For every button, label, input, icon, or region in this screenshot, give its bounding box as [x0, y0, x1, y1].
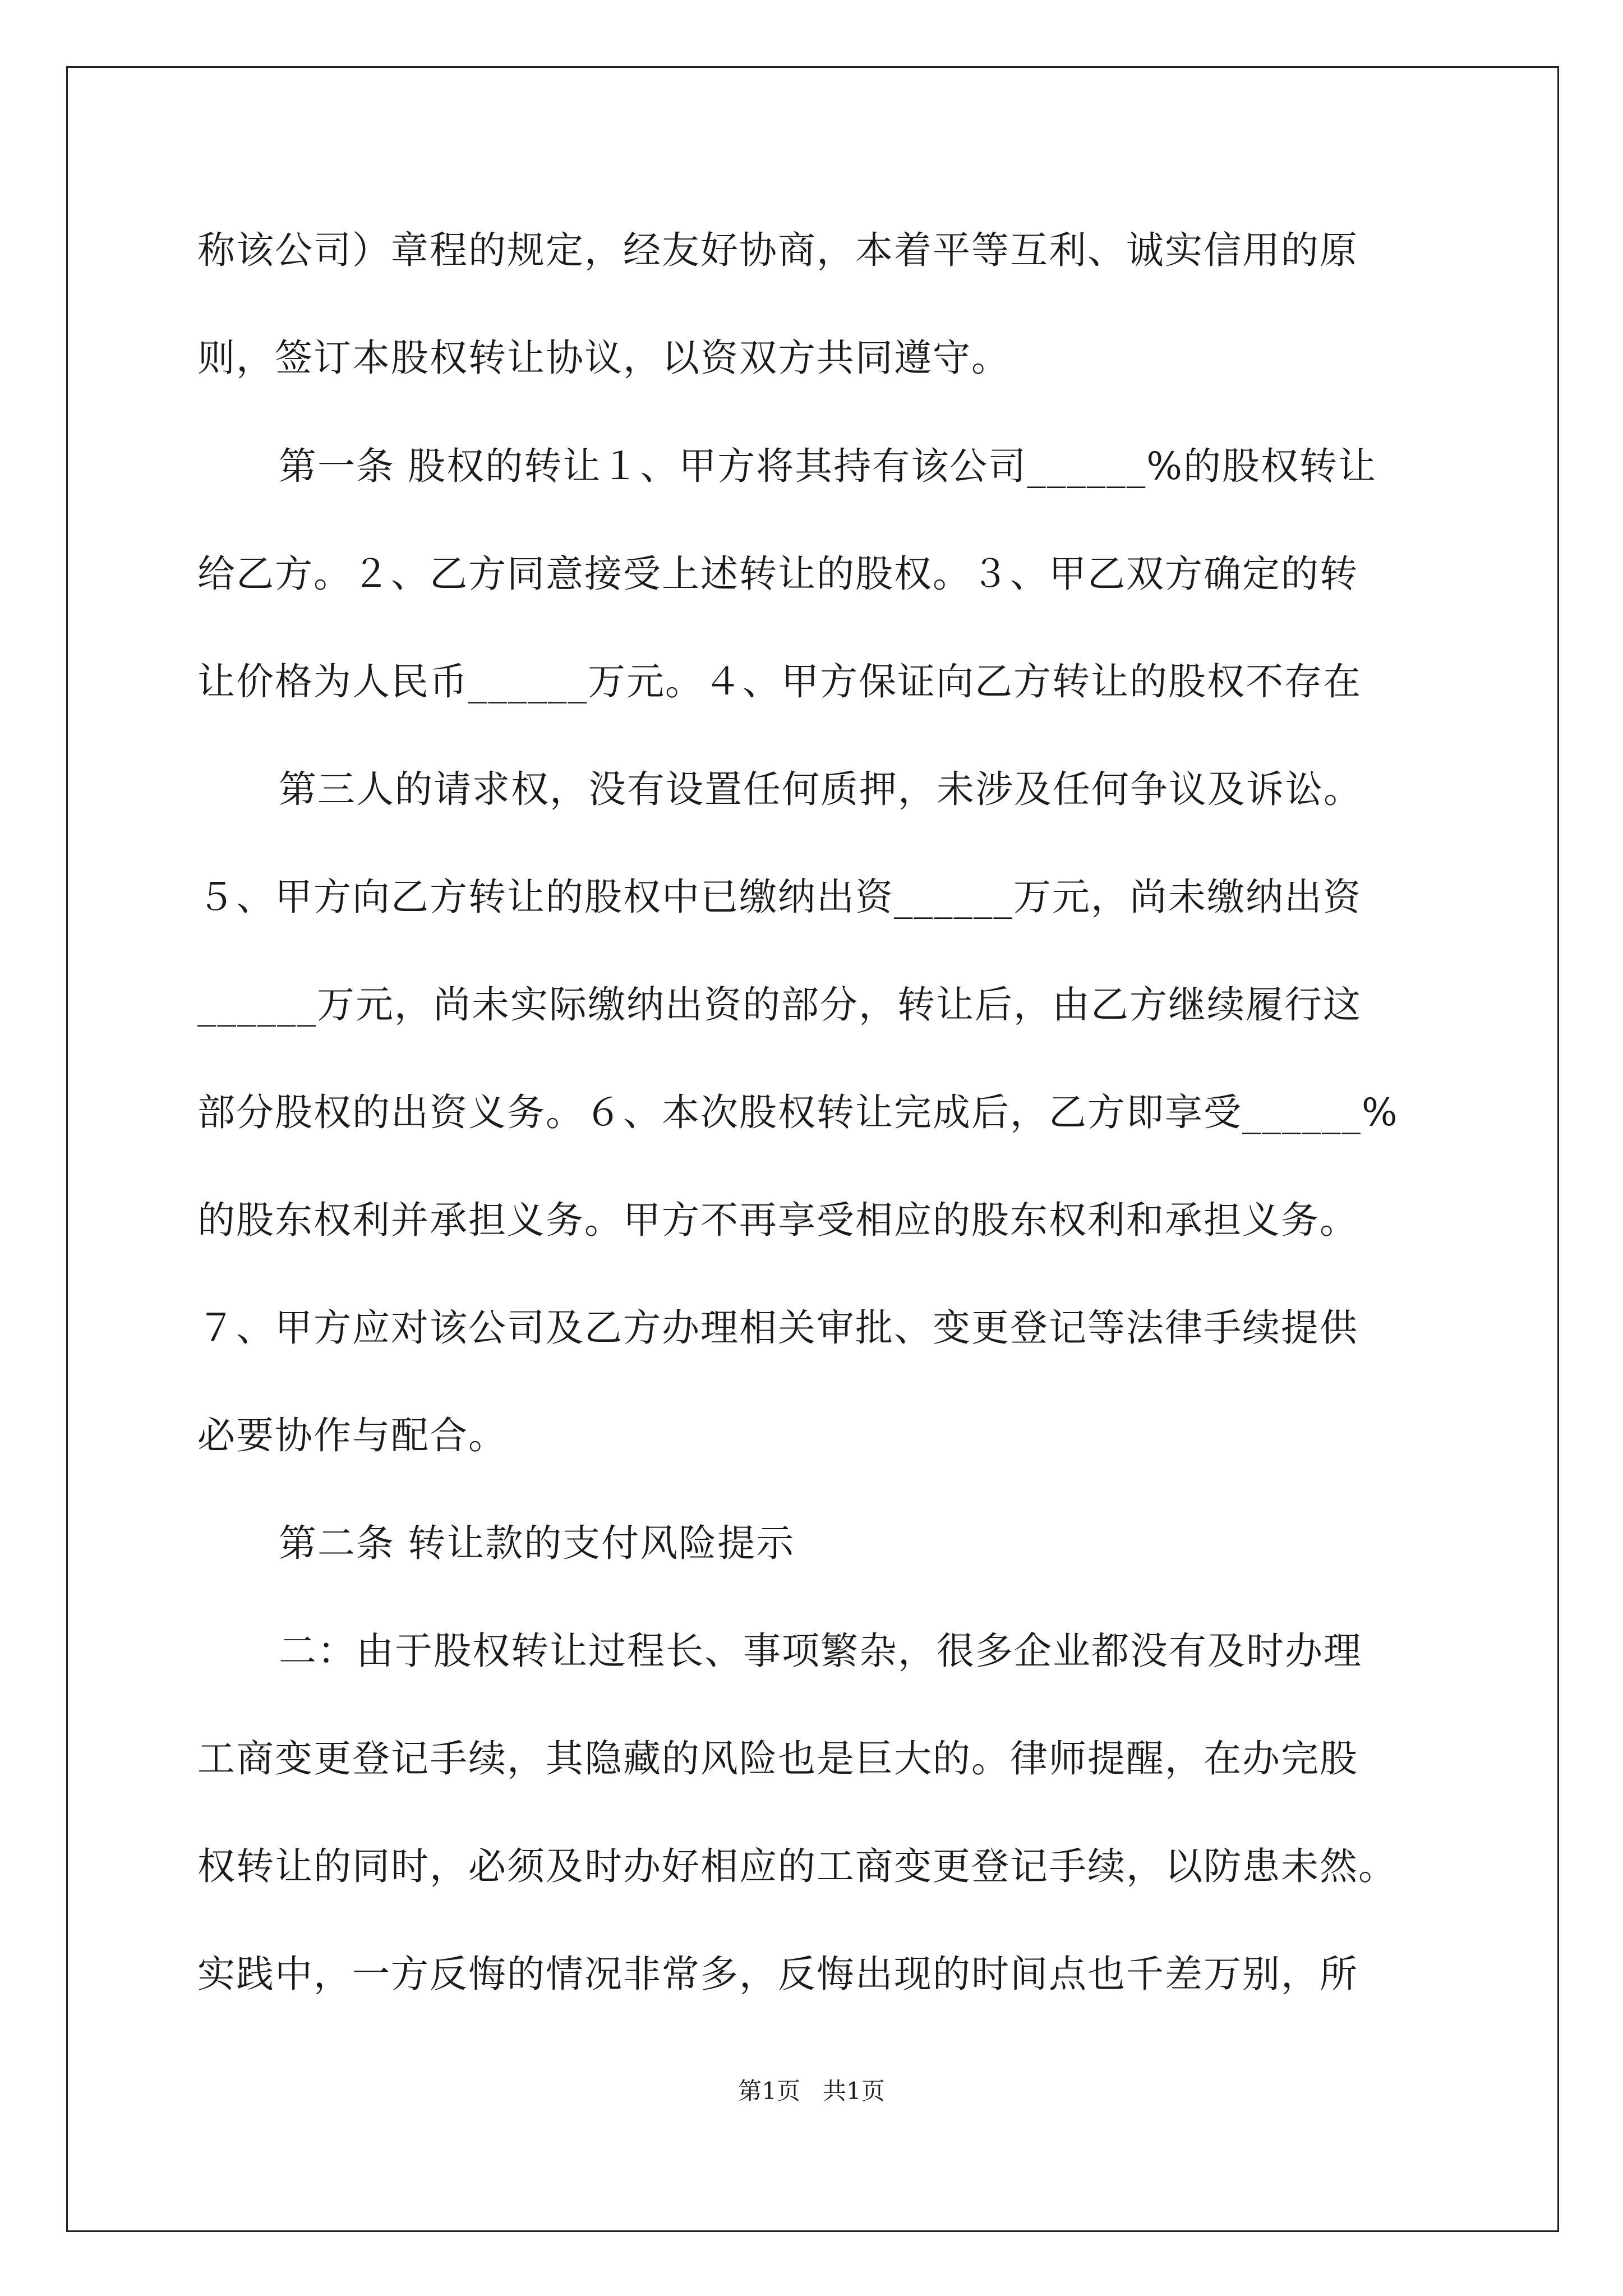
text-line-9: 部分股权的出资义务。６、本次股权转让完成后，乙方即享受______%	[197, 1091, 1399, 1134]
page-border	[66, 66, 1559, 2232]
text-line-3: 第一条 股权的转让１、甲方将其持有该公司______%的股权转让	[279, 444, 1377, 488]
section-heading-article-2: 第二条 转让款的支付风险提示	[279, 1521, 795, 1565]
text-line-7: ５、甲方向乙方转让的股权中已缴纳出资______万元，尚未缴纳出资	[197, 875, 1362, 919]
text-line-6: 第三人的请求权，没有设置任何质押，未涉及任何争议及诉讼。	[279, 767, 1362, 811]
text-line-5: 让价格为人民币______万元。４、甲方保证向乙方转让的股权不存在	[197, 660, 1362, 703]
text-line-10: 的股东权利并承担义务。甲方不再享受相应的股东权利和承担义务。	[197, 1198, 1358, 1242]
text-line-12: 必要协作与配合。	[197, 1414, 507, 1457]
text-line-17: 实践中，一方反悔的情况非常多，反悔出现的时间点也千差万别，所	[197, 1952, 1358, 1996]
text-line-11: ７、甲方应对该公司及乙方办理相关审批、变更登记等法律手续提供	[197, 1306, 1358, 1350]
page-number-footer: 第1页 共1页	[738, 2077, 885, 2105]
text-line-16: 权转让的同时，必须及时办好相应的工商变更登记手续，以防患未然。	[197, 1844, 1397, 1888]
text-line-15: 工商变更登记手续，其隐藏的风险也是巨大的。律师提醒，在办完股	[197, 1737, 1358, 1780]
text-line-4: 给乙方。２、乙方同意接受上述转让的股权。３、甲乙双方确定的转	[197, 552, 1358, 596]
text-line-8: ______万元，尚未实际缴纳出资的部分，转让后，由乙方继续履行这	[197, 983, 1362, 1027]
text-line-1: 称该公司）章程的规定，经友好协商，本着平等互利、诚实信用的原	[197, 228, 1358, 272]
text-line-14: 二：由于股权转让过程长、事项繁杂，很多企业都没有及时办理	[279, 1629, 1362, 1673]
text-line-2: 则，签订本股权转让协议，以资双方共同遵守。	[197, 336, 1010, 380]
